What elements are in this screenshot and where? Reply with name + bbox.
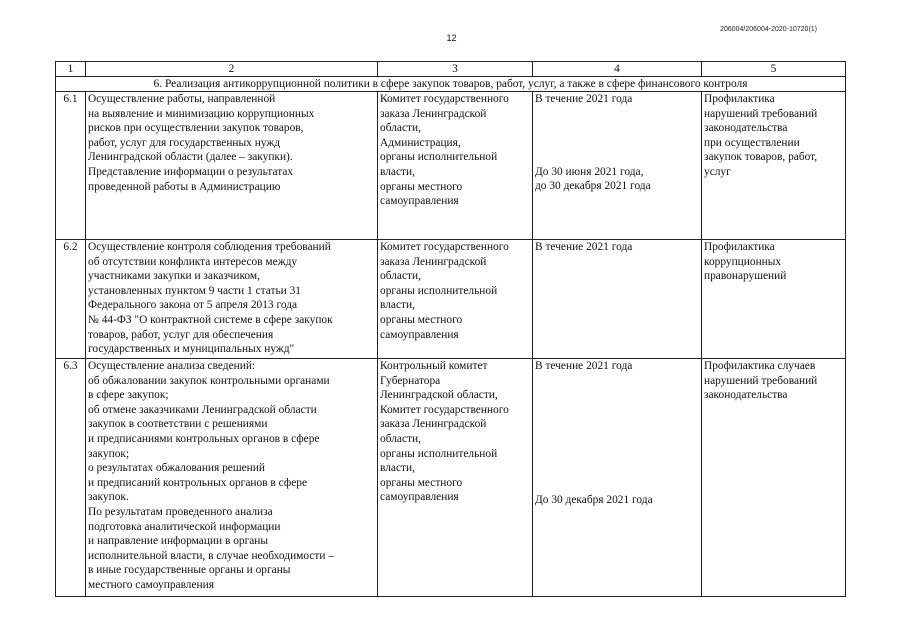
text-line: органы местного xyxy=(380,313,463,326)
text-line: услуг xyxy=(704,165,731,178)
deadline-cell xyxy=(533,92,702,240)
column-header: 2 xyxy=(86,62,378,77)
text-line: об отмене заказчиками Ленинградской области xyxy=(88,403,317,416)
text-line: Губернатора xyxy=(380,374,441,387)
text-line: Ленинградской области (далее – закупки). xyxy=(88,151,293,164)
text-line: органы исполнительной xyxy=(380,447,498,460)
deadline-cell xyxy=(533,240,702,359)
text-line: в иные государственные органы и органы xyxy=(88,564,291,577)
column-header: 5 xyxy=(702,62,846,77)
text-line: закупок; xyxy=(88,447,130,460)
text-line: В течение 2021 года xyxy=(535,93,633,105)
text-line: исполнительной власти, в случае необходимости – xyxy=(88,549,335,562)
text-line: Ленинградской области, xyxy=(380,389,498,402)
text-line: До 30 декабря 2021 года xyxy=(535,493,653,506)
text-line: и предписаний контрольных органов в сфере xyxy=(88,476,308,489)
text-line: Контрольный комитет xyxy=(380,360,488,372)
section-title: 6. Реализация антикоррупционной политики в сфере закупок товаров, работ, услуг, а также в сфере финансового контроля xyxy=(56,77,846,92)
deadline-dates xyxy=(535,493,699,508)
text-line: самоуправления xyxy=(380,328,459,341)
text-line: закупок. xyxy=(88,491,129,504)
measures-table xyxy=(55,61,846,597)
text-line: Комитет государственного xyxy=(380,403,509,416)
text-line: при осуществлении xyxy=(704,136,800,149)
text-line: и предписаниями контрольных органов в сфере xyxy=(88,432,320,445)
row-number: 6.2 xyxy=(56,240,86,359)
text-line: работ, услуг для государственных нужд xyxy=(88,136,281,149)
text-line: закупок товаров, работ, xyxy=(704,151,818,164)
text-line: Осуществление работы, направленной xyxy=(88,93,276,105)
text-line: Комитет государственного xyxy=(380,241,509,253)
text-line: проведенной работы в Администрацию xyxy=(88,180,281,193)
result-cell xyxy=(702,240,846,359)
text-line: органы местного xyxy=(380,476,463,489)
text-line: Представление информации о результатах xyxy=(88,165,294,178)
text-line: правонарушений xyxy=(704,270,787,283)
text-line: Профилактика xyxy=(704,93,775,105)
text-line: законодательства xyxy=(704,122,788,135)
text-line: органы местного xyxy=(380,180,463,193)
text-line: в сфере закупок; xyxy=(88,389,169,402)
text-line: власти, xyxy=(380,462,415,475)
page-number: 12 xyxy=(446,33,457,43)
action-cell xyxy=(86,359,378,597)
action-cell xyxy=(86,240,378,359)
text-line: товаров, работ, услуг для обеспечения xyxy=(88,328,274,341)
text-line: До 30 июня 2021 года, xyxy=(535,165,644,178)
deadline-main xyxy=(535,240,699,255)
table-row xyxy=(56,359,846,597)
text-line: По результатам проведенного анализа xyxy=(88,505,273,518)
executors-cell xyxy=(378,92,533,240)
text-line: Осуществление контроля соблюдения требований xyxy=(88,241,331,253)
text-line: Профилактика xyxy=(704,241,775,253)
text-line: Профилактика случаев xyxy=(704,360,816,372)
deadline-gap xyxy=(535,374,699,493)
row-number: 6.1 xyxy=(56,92,86,240)
text-line: Администрация, xyxy=(380,136,461,149)
executors-cell xyxy=(378,359,533,597)
text-line: самоуправления xyxy=(380,491,459,504)
executors-cell xyxy=(378,240,533,359)
text-line: области, xyxy=(380,270,421,283)
text-line: органы исполнительной xyxy=(380,284,498,297)
column-header: 1 xyxy=(56,62,86,77)
text-line: нарушений требований xyxy=(704,374,818,387)
table-row xyxy=(56,92,846,240)
text-line: власти, xyxy=(380,299,415,312)
text-line: государственных и муниципальных нужд" xyxy=(88,343,295,356)
text-line: Федерального закона от 5 апреля 2013 года xyxy=(88,299,298,312)
text-line: нарушений требований xyxy=(704,107,818,120)
section-title-row xyxy=(56,77,846,92)
text-line: области, xyxy=(380,432,421,445)
text-line: о результатах обжалования решений xyxy=(88,462,265,475)
table-row xyxy=(56,240,846,359)
result-cell xyxy=(702,92,846,240)
text-line: заказа Ленинградской xyxy=(380,255,487,268)
text-line: Комитет государственного xyxy=(380,93,509,105)
text-line: до 30 декабря 2021 года xyxy=(535,180,651,193)
text-line: В течение 2021 года xyxy=(535,241,633,253)
text-line: законодательства xyxy=(704,389,788,402)
deadline-main xyxy=(535,92,699,107)
action-cell xyxy=(86,92,378,240)
column-number-row xyxy=(56,62,846,77)
text-line: на выявление и минимизацию коррупционных xyxy=(88,107,315,120)
column-header: 3 xyxy=(378,62,533,77)
text-line: об отсутствии конфликта интересов между xyxy=(88,255,298,268)
document-id: 206004/206004-2020-10720(1) xyxy=(720,26,817,33)
text-line: об обжаловании закупок контрольными органами xyxy=(88,374,330,387)
text-line: самоуправления xyxy=(380,195,459,208)
text-line: заказа Ленинградской xyxy=(380,107,487,120)
text-line: установленных пунктом 9 части 1 статьи 31 xyxy=(88,284,301,297)
deadline-gap xyxy=(535,107,699,165)
deadline-main xyxy=(535,359,699,374)
text-line: коррупционных xyxy=(704,255,782,268)
text-line: № 44-ФЗ "О контрактной системе в сфере закупок xyxy=(88,313,333,326)
deadline-cell xyxy=(533,359,702,597)
text-line: области, xyxy=(380,122,421,135)
column-header: 4 xyxy=(533,62,702,77)
text-line: и направление информации в органы xyxy=(88,535,269,548)
text-line: рисков при осуществлении закупок товаров, xyxy=(88,122,304,135)
text-line: подготовка аналитической информации xyxy=(88,520,281,533)
text-line: власти, xyxy=(380,165,415,178)
text-line: местного самоуправления xyxy=(88,578,214,591)
text-line: заказа Ленинградской xyxy=(380,418,487,431)
text-line: участниками закупки и заказчиком, xyxy=(88,270,260,283)
deadline-dates xyxy=(535,165,699,194)
text-line: В течение 2021 года xyxy=(535,360,633,372)
result-cell xyxy=(702,359,846,597)
text-line: органы исполнительной xyxy=(380,151,498,164)
text-line: Осуществление анализа сведений: xyxy=(88,360,256,372)
row-number: 6.3 xyxy=(56,359,86,597)
text-line: закупок в соответствии с решениями xyxy=(88,418,268,431)
